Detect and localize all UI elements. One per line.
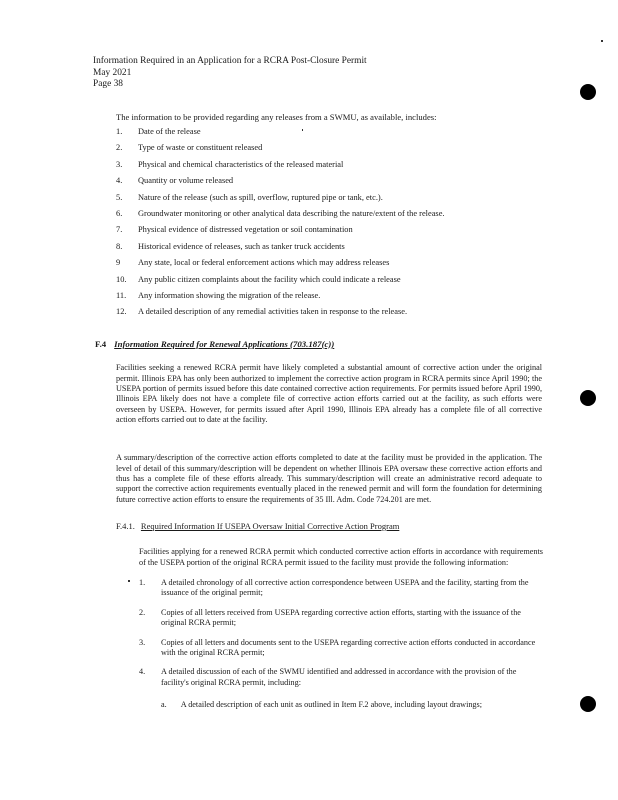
header-page-number: Page 38 bbox=[93, 79, 123, 89]
item-number: 4. bbox=[139, 667, 146, 677]
item-text: Quantity or volume released bbox=[138, 176, 234, 186]
item-number: 8. bbox=[116, 241, 123, 251]
item-text: Copies of all letters and documents sent to the USEPA regarding corrective action efforts conducted in accordance with the original RCRA permit; bbox=[161, 637, 536, 658]
punch-hole-bottom bbox=[580, 696, 596, 712]
subsection-title: Required Information If USEPA Oversaw Initial Corrective Action Program bbox=[140, 521, 400, 531]
item-number: 2. bbox=[139, 607, 146, 617]
item-number: 7. bbox=[116, 225, 123, 235]
item-number: 11. bbox=[116, 290, 127, 300]
scan-speck bbox=[128, 580, 130, 582]
item-text: Date of the release bbox=[138, 127, 201, 136]
item-number: 3. bbox=[139, 637, 146, 647]
item-text: A detailed discussion of each of the SWMU identified and addressed in accordance with the provision of the facility's original RCRA permit, including: bbox=[161, 667, 517, 687]
item-number: 1. bbox=[139, 578, 146, 587]
item-text: Any public citizen complaints about the facility which could indicate a release bbox=[138, 274, 401, 284]
section-heading bbox=[95, 339, 334, 349]
item-text: Historical evidence of releases, such as tanker truck accidents bbox=[138, 241, 345, 251]
item-text: Any state, local or federal enforcement actions which may address releases bbox=[138, 258, 390, 268]
punch-hole-middle bbox=[580, 390, 596, 406]
item-text: Copies of all letters received from USEPA regarding corrective action efforts, starting with the issuance of the original RCRA permit; bbox=[161, 607, 521, 628]
usepa-paragraph: Facilities applying for a renewed RCRA permit which conducted corrective action efforts in accordance with requirements of the USEPA portion of the original RCRA permit issued to the facility must provide the following information: bbox=[139, 547, 543, 567]
item-text: Physical and chemical characteristics of the released material bbox=[138, 159, 344, 169]
scan-speck bbox=[302, 129, 303, 131]
sub-item-text: A detailed description of each unit as outlined in Item F.2 above, including layout drawings; bbox=[180, 700, 482, 709]
item-text: A detailed description of any remedial activities taken in response to the release. bbox=[138, 307, 408, 317]
section-number: F.4 bbox=[95, 339, 107, 349]
usepa-info-list bbox=[139, 578, 543, 688]
section-title: Information Required for Renewal Applications (703.187(c)) bbox=[114, 339, 335, 349]
item-number: 12. bbox=[116, 307, 127, 317]
item-number: 3. bbox=[116, 159, 123, 169]
header-title: Information Required in an Application for a RCRA Post-Closure Permit bbox=[93, 56, 367, 66]
item-text: Groundwater monitoring or other analytical data describing the nature/extent of the release. bbox=[138, 208, 445, 218]
list-item bbox=[139, 578, 543, 599]
punch-hole-top bbox=[580, 84, 596, 100]
sub-item-letter: a. bbox=[161, 700, 167, 709]
item-text: Nature of the release (such as spill, overflow, ruptured pipe or tank, etc.). bbox=[138, 192, 383, 202]
subsection-number: F.4.1. bbox=[116, 521, 135, 531]
item-text: Any information showing the migration of the release. bbox=[138, 290, 321, 300]
release-intro: The information to be provided regarding any releases from a SWMU, as available, includes: bbox=[116, 112, 437, 122]
list-item bbox=[139, 638, 543, 659]
sub-list-item bbox=[161, 700, 482, 709]
item-number: 4. bbox=[116, 176, 123, 186]
scan-speck bbox=[601, 40, 603, 42]
item-number: 10. bbox=[116, 274, 127, 284]
item-number: 9 bbox=[116, 258, 121, 268]
item-text: Physical evidence of distressed vegetation or soil contamination bbox=[138, 225, 353, 235]
header-date: May 2021 bbox=[93, 67, 132, 78]
list-item bbox=[139, 608, 543, 629]
item-text: Type of waste or constituent released bbox=[138, 143, 263, 153]
subsection-heading bbox=[116, 521, 399, 531]
renewal-paragraph-1: Facilities seeking a renewed RCRA permit have likely completed a substantial amount of corrective action under the original permit. Illinois EPA has only been authorized to implement the corrective action program in RCRA permits since April 1990; the USEPA portion of permits issued before this date contained corrective action requirements. For permits issued before April 1990, Illinois EPA likely does not have a complete file of corrective action efforts carried out at the facility, as such efforts were overseen by USEPA. However, for permits issued after April 1990, Illinois EPA already has a complete file of all corrective action efforts carried out to date at the facility. bbox=[116, 363, 542, 425]
item-number: 6. bbox=[116, 208, 123, 218]
item-text: A detailed chronology of all corrective action correspondence between USEPA and the facility, starting from the issuance of the original permit; bbox=[161, 578, 529, 598]
item-number: 5. bbox=[116, 192, 123, 202]
item-number: 2. bbox=[116, 143, 123, 153]
item-number: 1. bbox=[116, 127, 123, 136]
page-header bbox=[93, 56, 367, 91]
renewal-paragraph-2: A summary/description of the corrective action efforts completed to date at the facility must be provided in the application. The level of detail of this summary/description will be dependent on whether Illinois EPA oversaw these corrective action efforts and thus has a complete file of these efforts already. This summary/description will create an administrative record adequate to support the corrective action requirements eventually placed in the renewed permit and will form the foundation for determining future corrective action efforts to ensure the requirements of 35 Ill. Adm. Code 724.201 are met. bbox=[116, 453, 542, 504]
list-item bbox=[139, 667, 543, 688]
